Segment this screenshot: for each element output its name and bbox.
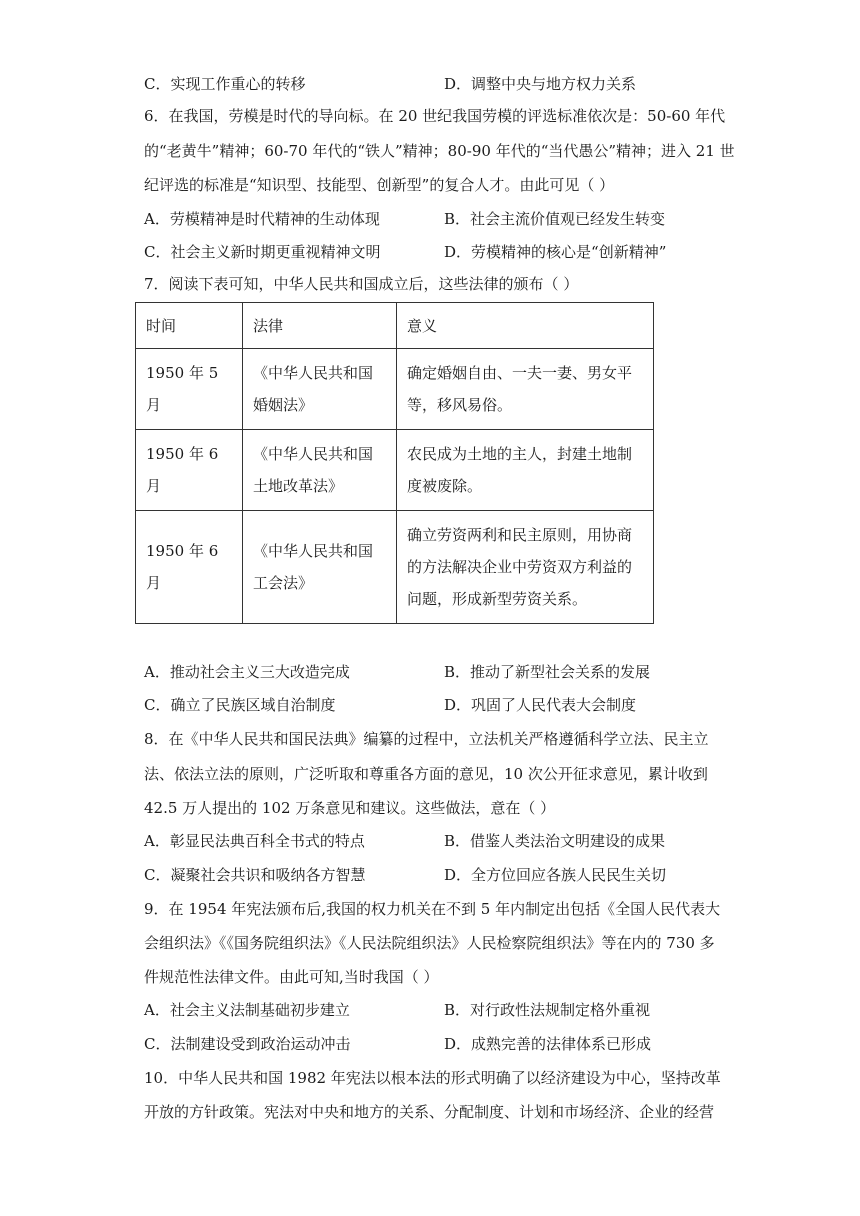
table-cell-date: 1950 年 5 月 xyxy=(136,349,243,430)
q7-option-b[interactable]: B．推动了新型社会关系的发展 xyxy=(444,663,651,681)
table-row xyxy=(136,349,654,430)
q8-stem-line-3: 42.5 万人提出的 102 万条意见和建议。这些做法，意在（ ） xyxy=(144,799,556,817)
q8-options-row-cd xyxy=(144,865,744,885)
q7-option-c[interactable]: C．确立了民族区域自治制度 xyxy=(144,696,336,714)
table-row xyxy=(136,511,654,624)
q10-stem-line-1: 10．中华人民共和国 1982 年宪法以根本法的形式明确了以经济建设为中心，坚持改革 xyxy=(144,1069,721,1087)
q9-options-row-cd xyxy=(144,1034,744,1054)
q6-option-d[interactable]: D．劳模精神的核心是“创新精神” xyxy=(444,243,667,261)
table-cell-significance: 确立劳资两利和民主原则，用协商的方法解决企业中劳资双方利益的问题，形成新型劳资关系。 xyxy=(397,511,654,624)
q7-option-a[interactable]: A．推动社会主义三大改造完成 xyxy=(144,663,350,681)
q6-options-row-ab xyxy=(144,209,744,229)
table-cell-significance: 农民成为土地的主人，封建土地制度被废除。 xyxy=(397,430,654,511)
q9-option-c[interactable]: C．法制建设受到政治运动冲击 xyxy=(144,1035,351,1053)
table-cell-date: 1950 年 6 月 xyxy=(136,430,243,511)
table-cell-law: 《中华人民共和国工会法》 xyxy=(243,511,397,624)
q6-stem-line-3: 纪评选的标准是“知识型、技能型、创新型”的复合人才。由此可见（ ） xyxy=(144,176,615,194)
q7-options-row-ab xyxy=(144,662,744,682)
q8-option-c[interactable]: C．凝聚社会共识和吸纳各方智慧 xyxy=(144,866,366,884)
q9-options-row-ab xyxy=(144,1000,744,1020)
q9-stem-line-3: 件规范性法律文件。由此可知,当时我国（ ） xyxy=(144,968,439,986)
law-table xyxy=(135,302,654,624)
q8-option-b[interactable]: B．借鉴人类法治文明建设的成果 xyxy=(444,832,666,850)
table-header-cell: 意义 xyxy=(397,303,654,349)
q8-stem-line-1: 8．在《中华人民共和国民法典》编纂的过程中，立法机关严格遵循科学立法、民主立 xyxy=(144,730,709,748)
table-cell-significance: 确定婚姻自由、一夫一妻、男女平等，移风易俗。 xyxy=(397,349,654,430)
table-row xyxy=(136,430,654,511)
q9-stem-line-2: 会组织法》《《国务院组织法》《人民法院组织法》人民检察院组织法》等在内的 730 多 xyxy=(144,934,715,952)
q6-stem-line-1: 6．在我国，劳模是时代的导向标。在 20 世纪我国劳模的评选标准依次是：50-60 年代 xyxy=(144,107,726,125)
q6-options-row-cd xyxy=(144,242,744,262)
q9-option-a[interactable]: A．社会主义法制基础初步建立 xyxy=(144,1001,350,1019)
table-header-cell: 法律 xyxy=(243,303,397,349)
q7-option-d[interactable]: D．巩固了人民代表大会制度 xyxy=(444,696,637,714)
table-cell-law: 《中华人民共和国婚姻法》 xyxy=(243,349,397,430)
table-cell-date: 1950 年 6 月 xyxy=(136,511,243,624)
q9-option-b[interactable]: B．对行政性法规制定格外重视 xyxy=(444,1001,651,1019)
q5-options-row-cd xyxy=(144,74,744,94)
q6-stem-line-2: 的“老黄牛”精神；60-70 年代的“铁人”精神；80-90 年代的“当代愚公”精神；进入 21 世 xyxy=(144,142,735,160)
q6-option-c[interactable]: C．社会主义新时期更重视精神文明 xyxy=(144,243,381,261)
q6-option-a[interactable]: A．劳模精神是时代精神的生动体现 xyxy=(144,210,380,228)
q8-option-a[interactable]: A．彰显民法典百科全书式的特点 xyxy=(144,832,365,850)
q9-option-d[interactable]: D．成熟完善的法律体系已形成 xyxy=(444,1035,652,1053)
q5-option-c[interactable]: C．实现工作重心的转移 xyxy=(144,75,306,93)
q6-option-b[interactable]: B．社会主流价值观已经发生转变 xyxy=(444,210,666,228)
table-header-row xyxy=(136,303,654,349)
q7-options-row-cd xyxy=(144,695,744,715)
table-cell-law: 《中华人民共和国土地改革法》 xyxy=(243,430,397,511)
table-header-cell: 时间 xyxy=(136,303,243,349)
q5-option-d[interactable]: D．调整中央与地方权力关系 xyxy=(444,75,637,93)
q8-option-d[interactable]: D．全方位回应各族人民民生关切 xyxy=(444,866,667,884)
q8-stem-line-2: 法、依法立法的原则，广泛听取和尊重各方面的意见，10 次公开征求意见，累计收到 xyxy=(144,765,708,783)
q9-stem-line-1: 9．在 1954 年宪法颁布后,我国的权力机关在不到 5 年内制定出包括《全国人民代表大 xyxy=(144,900,721,918)
q7-stem: 7．阅读下表可知，中华人民共和国成立后，这些法律的颁布（ ） xyxy=(144,275,579,293)
q8-options-row-ab xyxy=(144,831,744,851)
q10-stem-line-2: 开放的方针政策。宪法对中央和地方的关系、分配制度、计划和市场经济、企业的经营 xyxy=(144,1103,715,1121)
